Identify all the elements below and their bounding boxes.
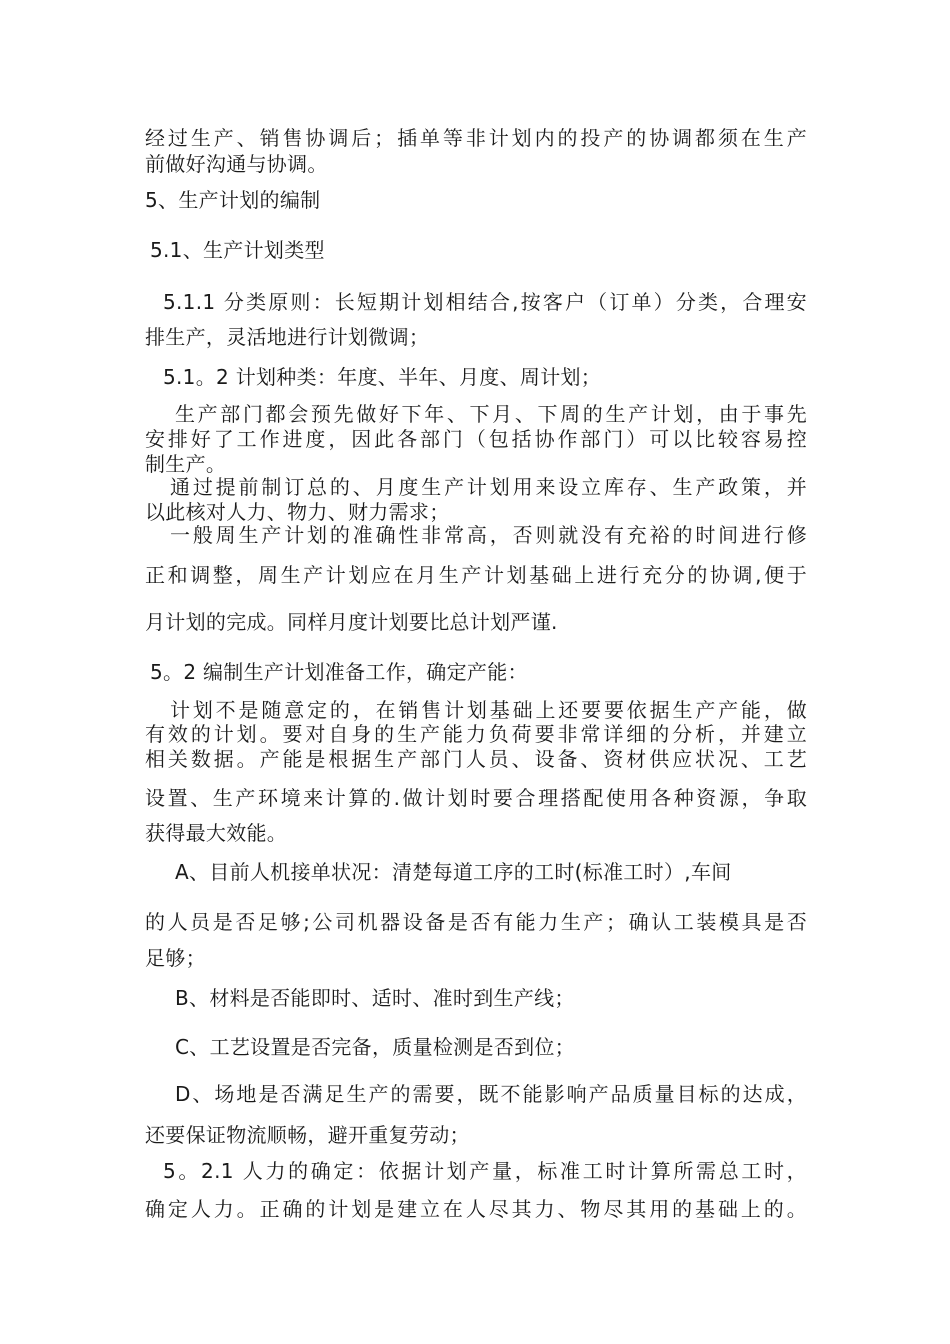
paragraph-line: 一般周生产计划的准确性非常高，否则就没有充裕的时间进行修 [170, 523, 807, 547]
paragraph-line: 月计划的完成。同样月度计划要比总计划严谨. [145, 610, 558, 634]
list-item-c: C、工艺设置是否完备，质量检测是否到位； [175, 1035, 575, 1059]
list-item-d: D、场地是否满足生产的需要，既不能影响产品质量目标的达成， [175, 1082, 807, 1106]
paragraph-line: 5.1。2 计划种类：年度、半年、月度、周计划； [163, 365, 602, 389]
paragraph-line: 计划不是随意定的，在销售计划基础上还要要依据生产产能，做 [170, 698, 807, 722]
subsection-heading: 5.1、生产计划类型 [150, 238, 325, 262]
paragraph-line: 通过提前制订总的、月度生产计划用来设立库存、生产政策，并 [170, 475, 807, 499]
paragraph-line: 确定人力。正确的计划是建立在人尽其力、物尽其用的基础上的。 [145, 1197, 807, 1221]
list-item-a: A、目前人机接单状况：清楚每道工序的工时(标准工时）,车间 [175, 860, 732, 884]
paragraph-line: 制生产。 [145, 452, 227, 476]
paragraph-line: 足够； [145, 946, 206, 970]
section-heading: 5、生产计划的编制 [145, 188, 321, 212]
paragraph-line: 生产部门都会预先做好下年、下月、下周的生产计划，由于事先 [175, 402, 807, 426]
paragraph-line: 前做好沟通与协调。 [145, 152, 328, 176]
paragraph-line: 设置、生产环境来计算的.做计划时要合理搭配使用各种资源，争取 [145, 786, 807, 810]
paragraph-line: 获得最大效能。 [145, 821, 288, 845]
paragraph-line: 经过生产、销售协调后；插单等非计划内的投产的协调都须在生产 [145, 126, 807, 150]
list-item-b: B、材料是否能即时、适时、准时到生产线； [175, 986, 575, 1010]
paragraph-line: 5.1.1 分类原则：长短期计划相结合,按客户（订单）分类，合理安 [163, 290, 807, 314]
subsection-heading: 5。2 编制生产计划准备工作，确定产能： [150, 660, 528, 684]
paragraph-line: 排生产，灵活地进行计划微调； [145, 325, 430, 349]
paragraph-line: 正和调整，周生产计划应在月生产计划基础上进行充分的协调,便于 [145, 563, 807, 587]
paragraph-line: 安排好了工作进度，因此各部门（包括协作部门）可以比较容易控 [145, 427, 807, 451]
paragraph-line: 有效的计划。要对自身的生产能力负荷要非常详细的分析，并建立 [145, 722, 807, 746]
paragraph-line: 的人员是否足够;公司机器设备是否有能力生产；确认工装模具是否 [145, 910, 807, 934]
paragraph-line: 还要保证物流顺畅，避开重复劳动； [145, 1123, 470, 1147]
paragraph-line: 以此核对人力、物力、财力需求； [145, 500, 450, 524]
paragraph-line: 5。2.1 人力的确定：依据计划产量，标准工时计算所需总工时， [163, 1159, 807, 1183]
paragraph-line: 相关数据。产能是根据生产部门人员、设备、资材供应状况、工艺 [145, 747, 807, 771]
